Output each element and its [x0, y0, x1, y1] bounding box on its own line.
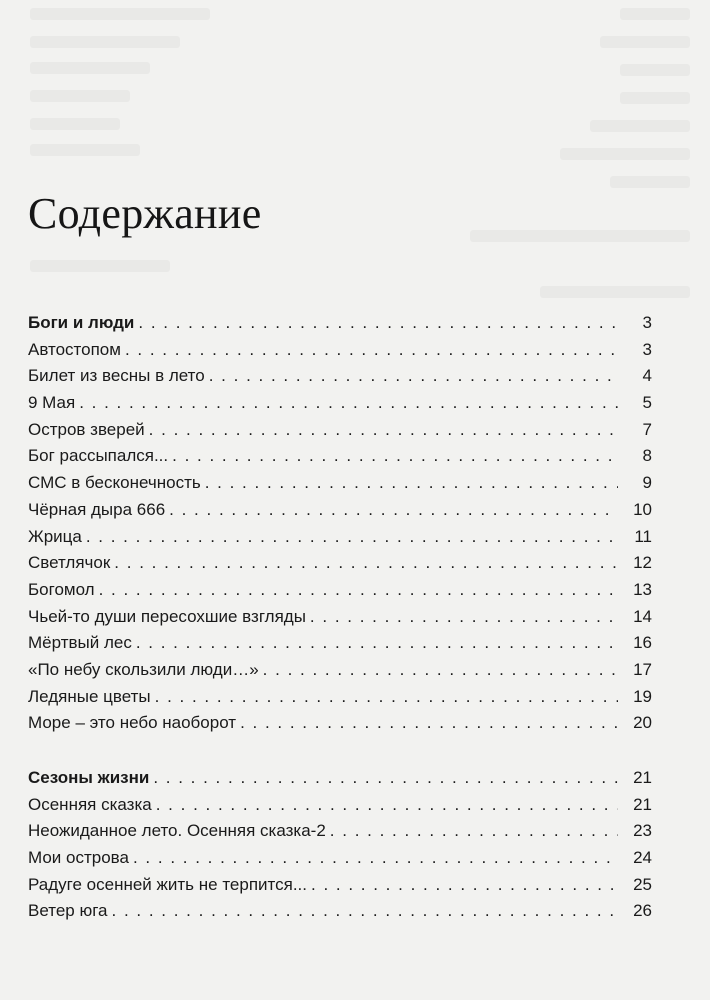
toc-entry[interactable] — [28, 604, 652, 631]
toc-entry-label: Море – это небо наоборот — [28, 713, 237, 733]
toc-entry[interactable] — [28, 630, 652, 657]
dot-leader — [205, 470, 618, 497]
dot-leader — [311, 872, 618, 899]
toc-entry-page: 23 — [618, 818, 652, 845]
toc-entry[interactable] — [28, 417, 652, 444]
toc-entry-label: Бог рассыпался... — [28, 446, 169, 466]
toc-entry-label: «По небу скользили люди…» — [28, 659, 259, 679]
toc-entry[interactable] — [28, 818, 652, 845]
dot-leader — [99, 577, 618, 604]
page-title: Содержание — [28, 189, 262, 238]
dot-leader — [125, 337, 618, 364]
toc-entry-label: Автостопом — [28, 339, 121, 359]
toc-entry-label: Боги и люди — [28, 313, 135, 332]
toc-entry-page: 3 — [618, 337, 652, 364]
toc-section-gods-and-people — [28, 310, 652, 737]
toc-entry[interactable] — [28, 497, 652, 524]
toc-entry-page: 24 — [618, 845, 652, 872]
toc-entry-page: 25 — [618, 872, 652, 899]
toc-entry[interactable] — [28, 550, 652, 577]
toc-entry-page: 11 — [618, 524, 652, 551]
toc-entry[interactable] — [28, 765, 652, 792]
toc-entry-page: 20 — [618, 710, 652, 737]
toc-entry[interactable] — [28, 310, 652, 337]
dot-leader — [156, 792, 618, 819]
toc-entry-label: Сезоны жизни — [28, 768, 150, 787]
dot-leader — [136, 630, 618, 657]
toc-entry-label: Жрица — [28, 526, 82, 546]
toc-entry-label: Остров зверей — [28, 419, 145, 439]
toc-entry-label: Радуге осенней жить не терпится... — [28, 874, 307, 894]
toc-entry[interactable] — [28, 792, 652, 819]
toc-entry-page: 10 — [618, 497, 652, 524]
dot-leader — [86, 524, 618, 551]
dot-leader — [138, 310, 618, 337]
dot-leader — [172, 443, 618, 470]
toc-entry[interactable] — [28, 710, 652, 737]
toc-entry-page: 4 — [618, 363, 652, 390]
toc-entry-label: Ветер юга — [28, 901, 108, 921]
toc-entry-label: Неожиданное лето. Осенняя сказка-2 — [28, 821, 326, 841]
toc-entry-label: Чьей-то души пересохшие взгляды — [28, 606, 306, 626]
dot-leader — [209, 363, 618, 390]
toc-entry-page: 12 — [618, 550, 652, 577]
toc-entry-page: 8 — [618, 443, 652, 470]
toc-entry-page: 13 — [618, 577, 652, 604]
toc-entry-page: 21 — [618, 792, 652, 819]
toc-entry[interactable] — [28, 577, 652, 604]
toc-entry-label: Билет из весны в лето — [28, 366, 205, 386]
dot-leader — [133, 845, 618, 872]
toc-entry-label: 9 Мая — [28, 393, 76, 413]
toc-entry-label: Осенняя сказка — [28, 794, 152, 814]
toc-entry-label: Светлячок — [28, 553, 111, 573]
toc-entry-label: Мои острова — [28, 848, 129, 868]
toc-entry[interactable] — [28, 845, 652, 872]
toc-entry-page: 17 — [618, 657, 652, 684]
toc-entry-page: 9 — [618, 470, 652, 497]
toc-entry-label: Ледяные цветы — [28, 686, 151, 706]
toc-entry[interactable] — [28, 443, 652, 470]
dot-leader — [79, 390, 618, 417]
toc-entry-page: 3 — [618, 310, 652, 337]
dot-leader — [240, 710, 618, 737]
dot-leader — [114, 550, 618, 577]
toc-entry[interactable] — [28, 390, 652, 417]
toc-entry-page: 16 — [618, 630, 652, 657]
dot-leader — [263, 657, 618, 684]
dot-leader — [169, 497, 618, 524]
toc-entry[interactable] — [28, 684, 652, 711]
dot-leader — [310, 604, 618, 631]
toc-entry-page: 5 — [618, 390, 652, 417]
toc-entry[interactable] — [28, 898, 652, 925]
table-of-contents — [28, 310, 652, 925]
toc-entry-label: Чёрная дыра 666 — [28, 499, 166, 519]
toc-entry-label: СМС в бесконечность — [28, 473, 201, 493]
dot-leader — [149, 417, 618, 444]
toc-entry-page: 14 — [618, 604, 652, 631]
dot-leader — [155, 684, 618, 711]
toc-entry[interactable] — [28, 337, 652, 364]
dot-leader — [330, 818, 618, 845]
toc-entry-page: 21 — [618, 765, 652, 792]
toc-section-seasons-of-life — [28, 765, 652, 925]
toc-entry[interactable] — [28, 470, 652, 497]
toc-entry[interactable] — [28, 524, 652, 551]
dot-leader — [112, 898, 619, 925]
toc-entry-page: 19 — [618, 684, 652, 711]
toc-entry[interactable] — [28, 872, 652, 899]
toc-entry-page: 7 — [618, 417, 652, 444]
toc-entry[interactable] — [28, 657, 652, 684]
toc-entry-page: 26 — [618, 898, 652, 925]
toc-entry-label: Богомол — [28, 579, 95, 599]
toc-entry[interactable] — [28, 363, 652, 390]
toc-entry-label: Мёртвый лес — [28, 633, 132, 653]
dot-leader — [153, 765, 618, 792]
